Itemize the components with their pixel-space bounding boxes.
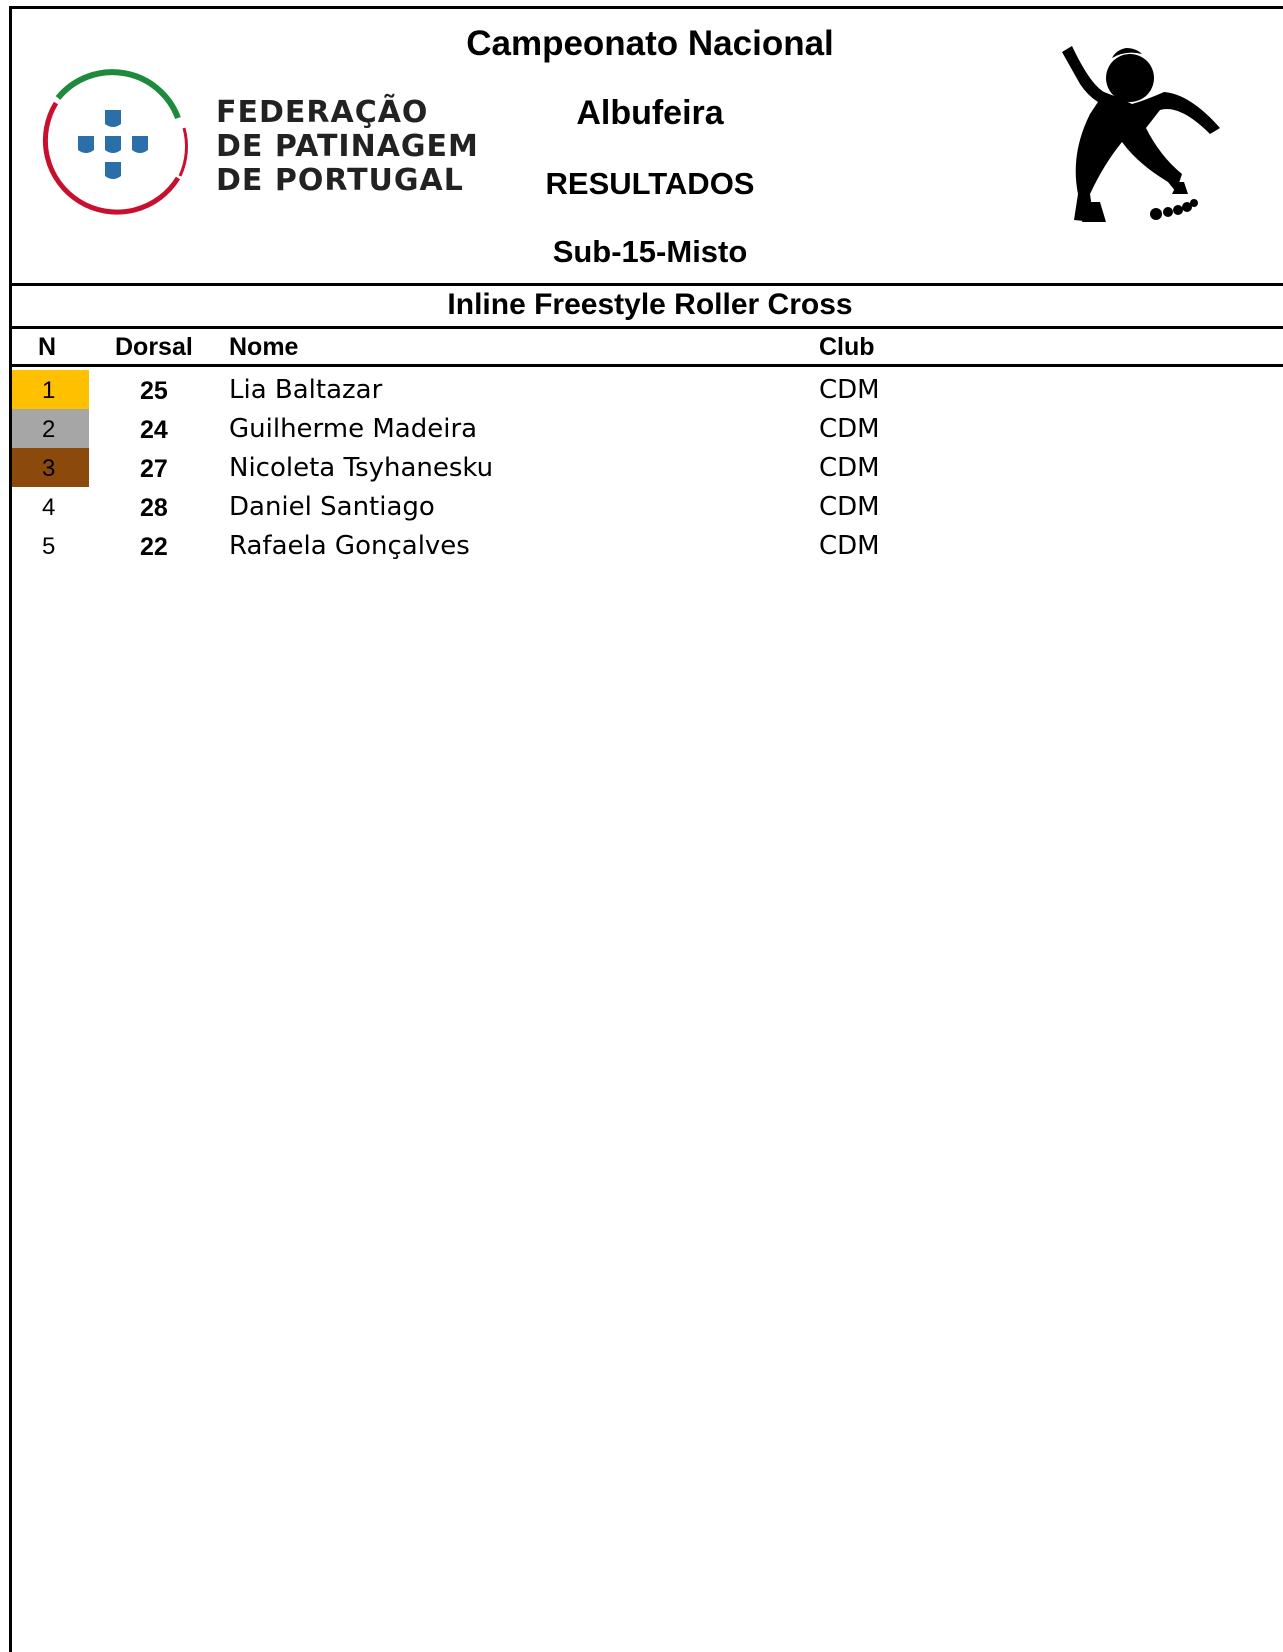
dorsal-number: 24 [140, 416, 168, 444]
dorsal-number: 27 [140, 455, 168, 483]
fpp-logo-icon [28, 58, 198, 228]
athlete-name: Daniel Santiago [229, 492, 435, 522]
athlete-name: Rafaela Gonçalves [229, 531, 470, 561]
header-divider [9, 283, 1283, 286]
table-row [12, 370, 1283, 409]
dorsal-number: 25 [140, 377, 168, 405]
category-title: Sub-15-Misto [552, 234, 748, 269]
table-row [12, 448, 1283, 487]
location-title: Albufeira [576, 94, 724, 132]
event-title: Inline Freestyle Roller Cross [447, 288, 853, 321]
table-row [12, 409, 1283, 448]
event-divider [9, 326, 1283, 329]
club-name: CDM [819, 414, 880, 444]
federation-line-1: FEDERAÇÃO [216, 95, 429, 130]
rank-number: 2 [42, 416, 56, 443]
athlete-name: Nicoleta Tsyhanesku [229, 453, 494, 483]
club-name: CDM [819, 375, 880, 405]
club-name: CDM [819, 492, 880, 522]
table-row [12, 487, 1283, 526]
table-row [12, 526, 1283, 565]
skater-logo-icon [1060, 44, 1250, 254]
federation-line-3: DE PORTUGAL [216, 163, 464, 198]
column-header-club: Club [819, 333, 875, 361]
rank-number: 4 [42, 494, 56, 521]
club-name: CDM [819, 453, 880, 483]
rank-number: 1 [42, 377, 56, 404]
club-name: CDM [819, 531, 880, 561]
athlete-name: Guilherme Madeira [229, 414, 478, 444]
dorsal-number: 22 [140, 533, 168, 561]
dorsal-number: 28 [140, 494, 168, 522]
federation-line-2: DE PATINAGEM [216, 129, 479, 164]
rank-number: 5 [42, 533, 56, 560]
table-header-divider [9, 364, 1283, 367]
column-header-nome: Nome [229, 333, 299, 361]
rank-number: 3 [42, 455, 56, 482]
column-header-n: N [38, 333, 57, 361]
column-header-dorsal: Dorsal [115, 333, 193, 361]
athlete-name: Lia Baltazar [229, 375, 383, 405]
results-subtitle: RESULTADOS [545, 166, 755, 201]
championship-title: Campeonato Nacional [466, 24, 834, 63]
